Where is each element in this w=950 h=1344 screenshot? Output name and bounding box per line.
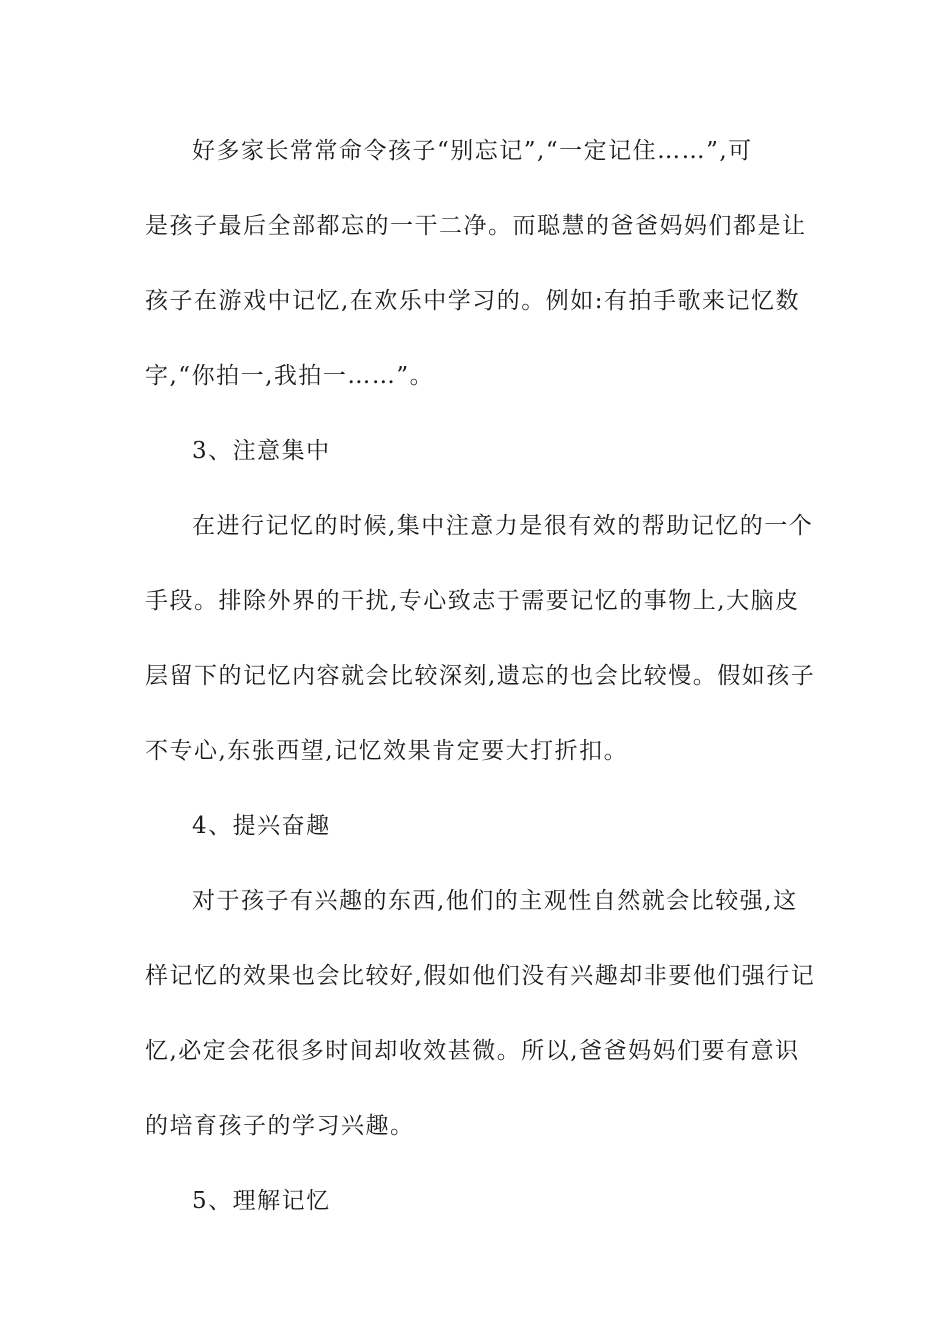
paragraph-line: 孩子在游戏中记忆,在欢乐中学习的。例如:有拍手歌来记忆数 xyxy=(145,288,801,314)
paragraph-line: 的培育孩子的学习兴趣。 xyxy=(145,1113,415,1139)
paragraph-line: 层留下的记忆内容就会比较深刻,遗忘的也会比较慢。假如孩子 xyxy=(145,663,816,689)
section-heading: 5、理解记忆 xyxy=(192,1188,331,1214)
section-heading: 3、注意集中 xyxy=(192,438,331,464)
paragraph-line: 手段。排除外界的干扰,专心致志于需要记忆的事物上,大脑皮 xyxy=(145,588,800,614)
section-heading: 4、提兴奋趣 xyxy=(192,813,331,839)
paragraph-line: 字,“你拍一,我拍一……”。 xyxy=(145,363,435,389)
paragraph-line: 在进行记忆的时候,集中注意力是很有效的帮助记忆的一个 xyxy=(192,513,814,539)
paragraph-line: 对于孩子有兴趣的东西,他们的主观性自然就会比较强,这 xyxy=(192,888,798,914)
paragraph-line: 好多家长常常命令孩子“别忘记”,“一定记住……”,可 xyxy=(192,138,753,164)
paragraph-line: 忆,必定会花很多时间却收效甚微。所以,爸爸妈妈们要有意识 xyxy=(145,1038,800,1064)
paragraph-line: 是孩子最后全部都忘的一干二净。而聪慧的爸爸妈妈们都是让 xyxy=(145,213,807,239)
paragraph-line: 不专心,东张西望,记忆效果肯定要大打折扣。 xyxy=(145,738,629,764)
paragraph-line: 样记忆的效果也会比较好,假如他们没有兴趣却非要他们强行记 xyxy=(145,963,816,989)
